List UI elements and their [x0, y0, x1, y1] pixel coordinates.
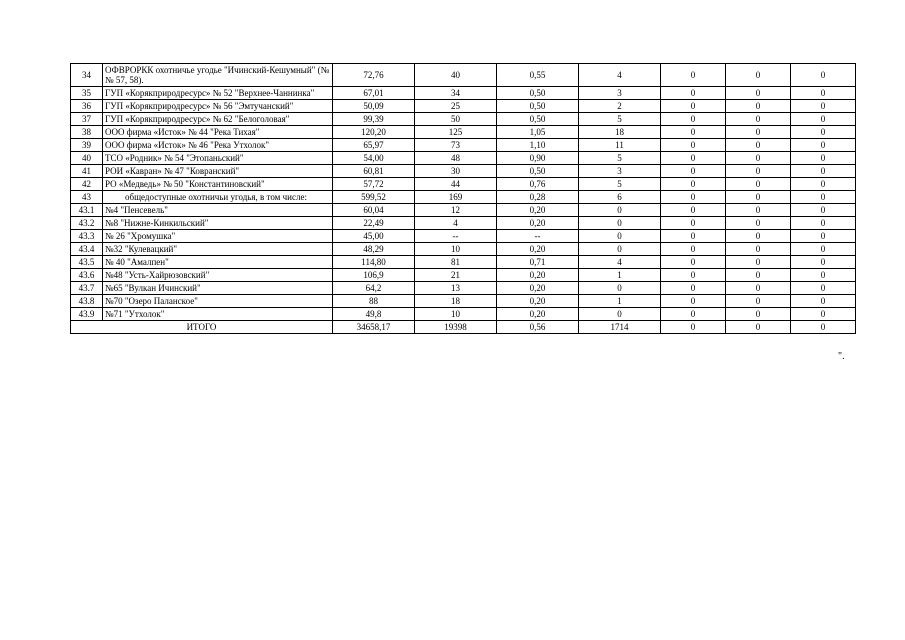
cell-c1: 34 — [415, 87, 497, 100]
cell-num: 43.6 — [71, 269, 103, 282]
cell-num: 43.3 — [71, 230, 103, 243]
table-row — [71, 217, 856, 230]
cell-c4: 0 — [661, 87, 726, 100]
cell-num: 43.2 — [71, 217, 103, 230]
cell-c3: 5 — [579, 152, 661, 165]
cell-c6: 0 — [791, 152, 856, 165]
cell-c6: 0 — [791, 204, 856, 217]
cell-area: 88 — [333, 295, 415, 308]
table-row — [71, 165, 856, 178]
cell-c1: 48 — [415, 152, 497, 165]
cell-c4: 0 — [661, 256, 726, 269]
cell-c1: 10 — [415, 243, 497, 256]
cell-c6: 0 — [791, 191, 856, 204]
cell-c5: 0 — [726, 64, 791, 87]
total-c1: 19398 — [415, 321, 497, 334]
cell-c6: 0 — [791, 256, 856, 269]
cell-c1: 25 — [415, 100, 497, 113]
cell-c5: 0 — [726, 152, 791, 165]
cell-num: 43.7 — [71, 282, 103, 295]
cell-name: ООО фирма «Исток» № 44 "Река Тихая" — [103, 126, 333, 139]
cell-c4: 0 — [661, 126, 726, 139]
cell-c1: 21 — [415, 269, 497, 282]
cell-name: №48 "Усть-Хайрюзовский" — [103, 269, 333, 282]
cell-c5: 0 — [726, 178, 791, 191]
cell-c3: 1 — [579, 295, 661, 308]
table-row — [71, 178, 856, 191]
cell-c6: 0 — [791, 126, 856, 139]
cell-c2: 0,76 — [497, 178, 579, 191]
cell-c6: 0 — [791, 64, 856, 87]
cell-area: 60,81 — [333, 165, 415, 178]
cell-c3: 3 — [579, 165, 661, 178]
cell-c2: 0,20 — [497, 204, 579, 217]
cell-area: 67,01 — [333, 87, 415, 100]
cell-c3: 0 — [579, 230, 661, 243]
cell-c2: 0,50 — [497, 100, 579, 113]
table-row — [71, 243, 856, 256]
total-area: 34658,17 — [333, 321, 415, 334]
cell-c4: 0 — [661, 139, 726, 152]
cell-name: ТСО «Родник» № 54 "Этопаньский" — [103, 152, 333, 165]
cell-area: 65,97 — [333, 139, 415, 152]
cell-c3: 18 — [579, 126, 661, 139]
cell-name: ГУП «Корякприродресурс» № 52 "Верхнее-Чаннинка" — [103, 87, 333, 100]
cell-num: 43.5 — [71, 256, 103, 269]
cell-name: № 26 "Хромушка" — [103, 230, 333, 243]
cell-c1: 81 — [415, 256, 497, 269]
cell-name: РО «Медведь» № 50 "Константиновский" — [103, 178, 333, 191]
table-row — [71, 64, 856, 87]
cell-num: 42 — [71, 178, 103, 191]
cell-c1: 40 — [415, 64, 497, 87]
cell-num: 39 — [71, 139, 103, 152]
cell-area: 599,52 — [333, 191, 415, 204]
cell-c2: 0,20 — [497, 269, 579, 282]
cell-c3: 0 — [579, 243, 661, 256]
cell-c1: 44 — [415, 178, 497, 191]
cell-c3: 0 — [579, 204, 661, 217]
cell-area: 22,49 — [333, 217, 415, 230]
cell-c1: 50 — [415, 113, 497, 126]
cell-c4: 0 — [661, 113, 726, 126]
cell-name: ООО фирма «Исток» № 46 "Река Утхолок" — [103, 139, 333, 152]
cell-c6: 0 — [791, 87, 856, 100]
cell-area: 57,72 — [333, 178, 415, 191]
table-row — [71, 295, 856, 308]
cell-name: №71 "Утхолок" — [103, 308, 333, 321]
cell-name: № 40 "Амалпен" — [103, 256, 333, 269]
cell-name: ГУП «Корякприродресурс» № 56 "Эмтучанский" — [103, 100, 333, 113]
cell-c6: 0 — [791, 308, 856, 321]
table-row — [71, 100, 856, 113]
cell-c5: 0 — [726, 139, 791, 152]
closing-quote-mark: ". — [838, 351, 845, 362]
cell-c2: 0,50 — [497, 165, 579, 178]
cell-area: 54,00 — [333, 152, 415, 165]
table-row — [71, 204, 856, 217]
cell-c5: 0 — [726, 165, 791, 178]
cell-c1: 13 — [415, 282, 497, 295]
cell-area: 60,04 — [333, 204, 415, 217]
cell-c4: 0 — [661, 269, 726, 282]
cell-c3: 5 — [579, 113, 661, 126]
cell-c3: 6 — [579, 191, 661, 204]
total-c5: 0 — [726, 321, 791, 334]
cell-c2: 0,50 — [497, 87, 579, 100]
cell-c2: -- — [497, 230, 579, 243]
cell-num: 37 — [71, 113, 103, 126]
cell-c2: 0,90 — [497, 152, 579, 165]
cell-c6: 0 — [791, 282, 856, 295]
table-row — [71, 230, 856, 243]
cell-area: 49,8 — [333, 308, 415, 321]
cell-num: 34 — [71, 64, 103, 87]
cell-c3: 0 — [579, 282, 661, 295]
cell-c2: 0,50 — [497, 113, 579, 126]
hunting-grounds-table — [70, 63, 856, 334]
table-row — [71, 126, 856, 139]
cell-name: №4 "Пенсевель" — [103, 204, 333, 217]
cell-c6: 0 — [791, 178, 856, 191]
cell-c3: 0 — [579, 217, 661, 230]
cell-c4: 0 — [661, 282, 726, 295]
cell-name: общедоступные охотничьи угодья, в том числе: — [103, 191, 333, 204]
table-body — [71, 64, 856, 321]
cell-c6: 0 — [791, 230, 856, 243]
cell-c3: 11 — [579, 139, 661, 152]
cell-c2: 0,20 — [497, 217, 579, 230]
cell-c3: 3 — [579, 87, 661, 100]
table-row — [71, 87, 856, 100]
cell-num: 40 — [71, 152, 103, 165]
total-row — [71, 321, 856, 334]
cell-c5: 0 — [726, 308, 791, 321]
table-row — [71, 256, 856, 269]
total-label: ИТОГО — [71, 321, 333, 334]
cell-c6: 0 — [791, 217, 856, 230]
cell-num: 43.1 — [71, 204, 103, 217]
cell-num: 38 — [71, 126, 103, 139]
cell-num: 41 — [71, 165, 103, 178]
cell-c1: -- — [415, 230, 497, 243]
cell-c6: 0 — [791, 165, 856, 178]
cell-c5: 0 — [726, 217, 791, 230]
cell-c6: 0 — [791, 243, 856, 256]
cell-c3: 0 — [579, 308, 661, 321]
cell-c2: 0,28 — [497, 191, 579, 204]
cell-c1: 12 — [415, 204, 497, 217]
cell-area: 114,80 — [333, 256, 415, 269]
cell-c3: 4 — [579, 256, 661, 269]
cell-c6: 0 — [791, 100, 856, 113]
cell-c4: 0 — [661, 204, 726, 217]
total-c4: 0 — [661, 321, 726, 334]
cell-num: 43.8 — [71, 295, 103, 308]
cell-c5: 0 — [726, 230, 791, 243]
table-row — [71, 308, 856, 321]
cell-c5: 0 — [726, 100, 791, 113]
cell-c4: 0 — [661, 165, 726, 178]
cell-c2: 1,10 — [497, 139, 579, 152]
cell-c4: 0 — [661, 308, 726, 321]
total-c6: 0 — [791, 321, 856, 334]
cell-c3: 5 — [579, 178, 661, 191]
cell-c5: 0 — [726, 295, 791, 308]
cell-num: 43 — [71, 191, 103, 204]
cell-name: №70 "Озеро Паланское" — [103, 295, 333, 308]
table-row — [71, 152, 856, 165]
cell-c6: 0 — [791, 139, 856, 152]
cell-name: РОИ «Кавран» № 47 "Ковранский" — [103, 165, 333, 178]
cell-c4: 0 — [661, 217, 726, 230]
cell-c4: 0 — [661, 178, 726, 191]
cell-c2: 0,20 — [497, 282, 579, 295]
cell-c1: 125 — [415, 126, 497, 139]
cell-area: 72,76 — [333, 64, 415, 87]
cell-c6: 0 — [791, 269, 856, 282]
cell-c2: 0,55 — [497, 64, 579, 87]
cell-c4: 0 — [661, 230, 726, 243]
cell-area: 45,00 — [333, 230, 415, 243]
cell-c3: 4 — [579, 64, 661, 87]
cell-c5: 0 — [726, 87, 791, 100]
cell-c2: 0,71 — [497, 256, 579, 269]
cell-c1: 169 — [415, 191, 497, 204]
cell-name: №8 "Нижне-Кинкильский" — [103, 217, 333, 230]
cell-c4: 0 — [661, 100, 726, 113]
cell-c3: 1 — [579, 269, 661, 282]
cell-num: 36 — [71, 100, 103, 113]
table-row — [71, 113, 856, 126]
cell-c1: 18 — [415, 295, 497, 308]
cell-area: 120,20 — [333, 126, 415, 139]
cell-c2: 0,20 — [497, 295, 579, 308]
table-row — [71, 139, 856, 152]
cell-area: 48,29 — [333, 243, 415, 256]
cell-c3: 2 — [579, 100, 661, 113]
cell-area: 106,9 — [333, 269, 415, 282]
cell-c6: 0 — [791, 113, 856, 126]
cell-c5: 0 — [726, 269, 791, 282]
cell-area: 50,09 — [333, 100, 415, 113]
cell-c2: 0,20 — [497, 308, 579, 321]
cell-c5: 0 — [726, 191, 791, 204]
table-row — [71, 269, 856, 282]
cell-num: 43.4 — [71, 243, 103, 256]
cell-c4: 0 — [661, 64, 726, 87]
table-row — [71, 282, 856, 295]
cell-c1: 10 — [415, 308, 497, 321]
table-row — [71, 191, 856, 204]
cell-c4: 0 — [661, 191, 726, 204]
total-c2: 0,56 — [497, 321, 579, 334]
cell-num: 35 — [71, 87, 103, 100]
cell-c4: 0 — [661, 295, 726, 308]
cell-c5: 0 — [726, 113, 791, 126]
cell-c5: 0 — [726, 282, 791, 295]
cell-c5: 0 — [726, 126, 791, 139]
cell-area: 64,2 — [333, 282, 415, 295]
cell-c4: 0 — [661, 152, 726, 165]
cell-c1: 73 — [415, 139, 497, 152]
cell-c1: 30 — [415, 165, 497, 178]
cell-name: №32 "Кулевацкий" — [103, 243, 333, 256]
cell-num: 43.9 — [71, 308, 103, 321]
cell-c2: 1,05 — [497, 126, 579, 139]
cell-c6: 0 — [791, 295, 856, 308]
cell-c2: 0,20 — [497, 243, 579, 256]
cell-c5: 0 — [726, 243, 791, 256]
cell-name: ГУП «Корякприродресурс» № 62 "Белоголовая" — [103, 113, 333, 126]
cell-name: ОФВРОРКК охотничье угодье "Ичинский-Кешумный" (№№ 57, 58). — [103, 64, 333, 87]
cell-name: №65 "Вулкан Ичинский" — [103, 282, 333, 295]
cell-area: 99,39 — [333, 113, 415, 126]
total-c3: 1714 — [579, 321, 661, 334]
cell-c5: 0 — [726, 256, 791, 269]
cell-c4: 0 — [661, 243, 726, 256]
cell-c1: 4 — [415, 217, 497, 230]
cell-c5: 0 — [726, 204, 791, 217]
hunting-grounds-table-container — [70, 63, 856, 334]
